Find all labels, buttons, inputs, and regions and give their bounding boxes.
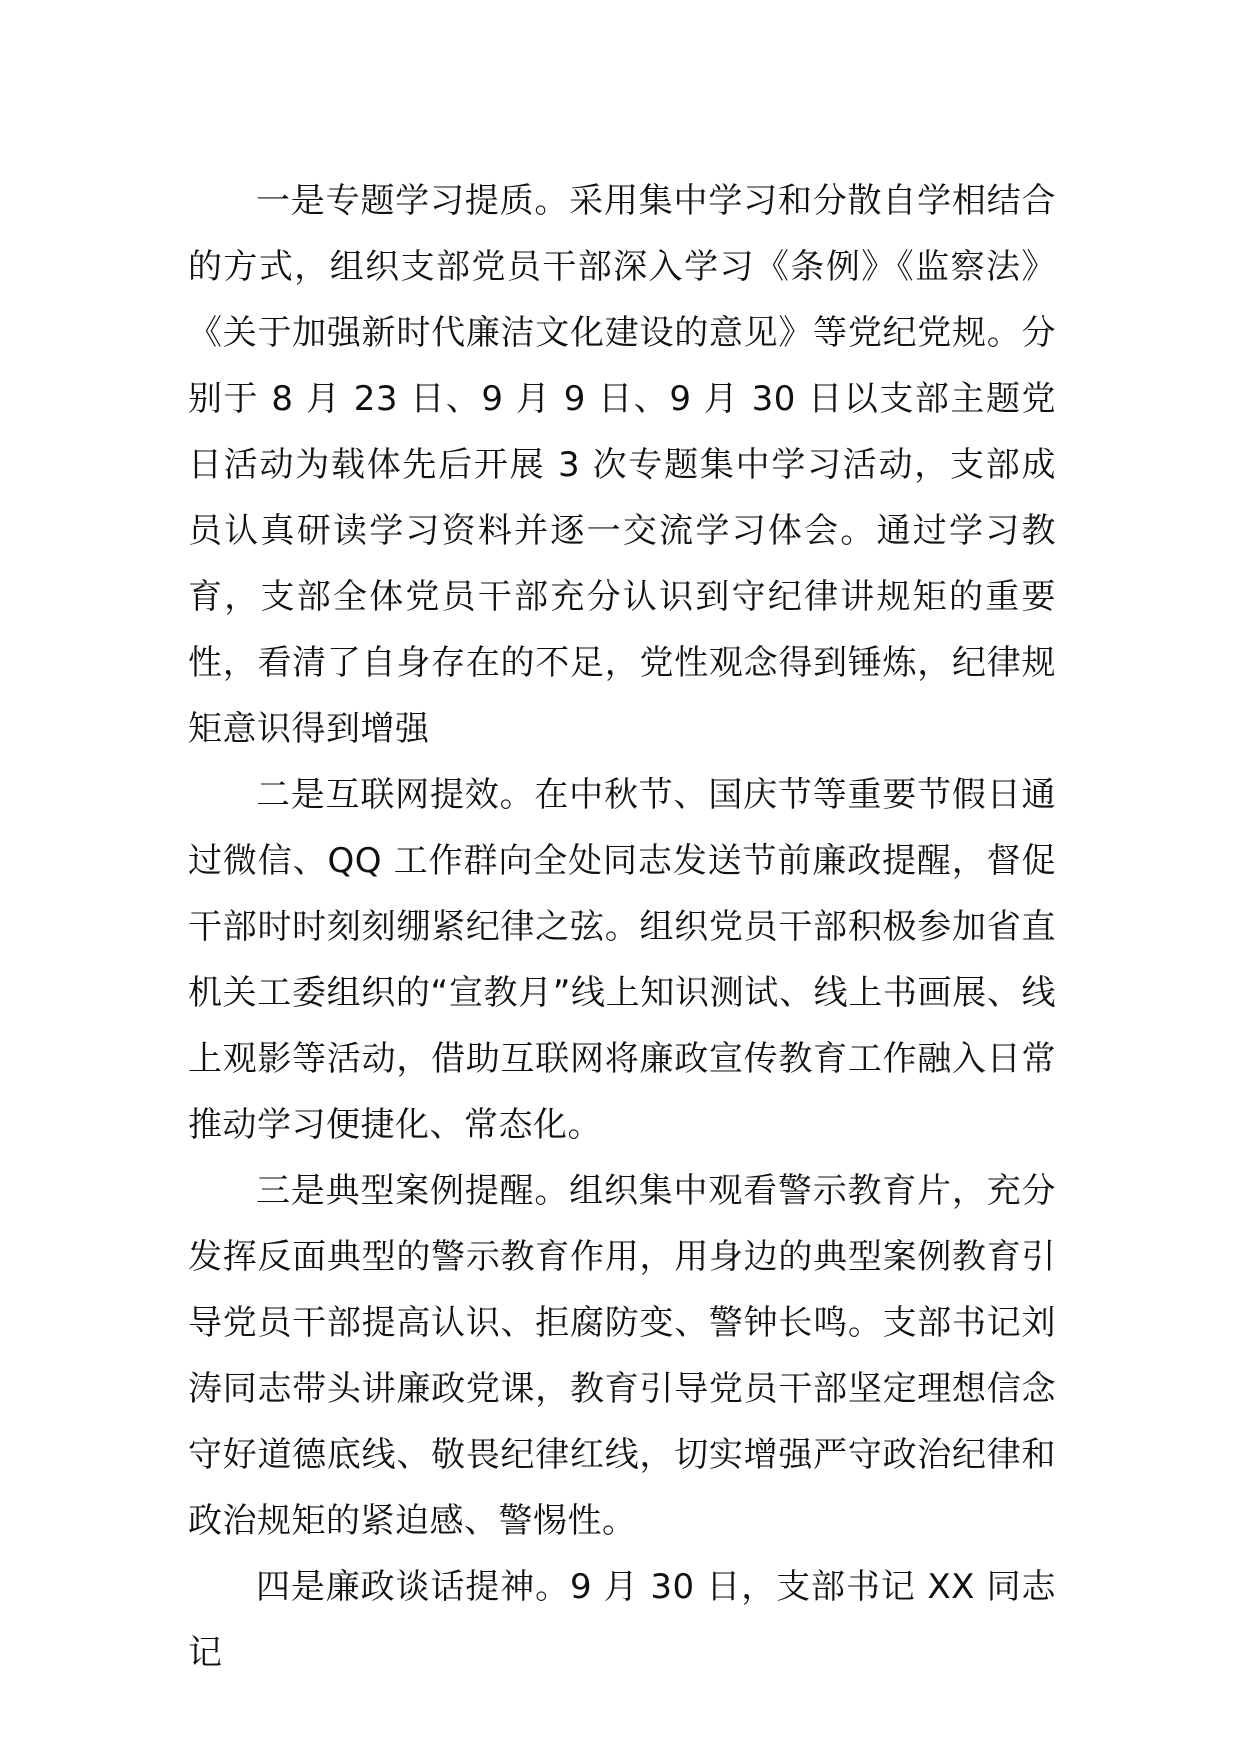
paragraph-integrity-talk: 四是廉政谈话提神。9 月 30 日，支部书记 XX 同志记 — [188, 1567, 1056, 1673]
document-body — [188, 168, 1056, 1686]
paragraph-topic-study: 一是专题学习提质。采用集中学习和分散自学相结合的方式，组织支部党员干部深入学习《条例》《监察法》《关于加强新时代廉洁文化建设的意见》等党纪党规。分别于 8 月 23 日、9 月 9 日、9 月 30 日以支部主题党日活动为载体先后开展 3 次专题集中学习活动，支部成员认真研读学习资料并逐一交流学习体会。通过学习教育，支部全体党员干部充分认识到守纪律讲规矩的重要性，看清了自身存在的不足，党性观念得到锤炼，纪律规矩意识得到增强 — [188, 181, 1056, 749]
paragraph-internet: 二是互联网提效。在中秋节、国庆节等重要节假日通过微信、QQ 工作群向全处同志发送节前廉政提醒，督促干部时时刻刻绷紧纪律之弦。组织党员干部积极参加省直机关工委组织的“宣教月”线上知识测试、线上书画展、线上观影等活动，借助互联网将廉政宣传教育工作融入日常推动学习便捷化、常态化。 — [188, 775, 1056, 1145]
paragraph-case-reminder: 三是典型案例提醒。组织集中观看警示教育片，充分发挥反面典型的警示教育作用，用身边的典型案例教育引导党员干部提高认识、拒腐防变、警钟长鸣。支部书记刘涛同志带头讲廉政党课，教育引导党员干部坚定理想信念守好道德底线、敬畏纪律红线，切实增强严守政治纪律和政治规矩的紧迫感、警惕性。 — [188, 1171, 1056, 1541]
